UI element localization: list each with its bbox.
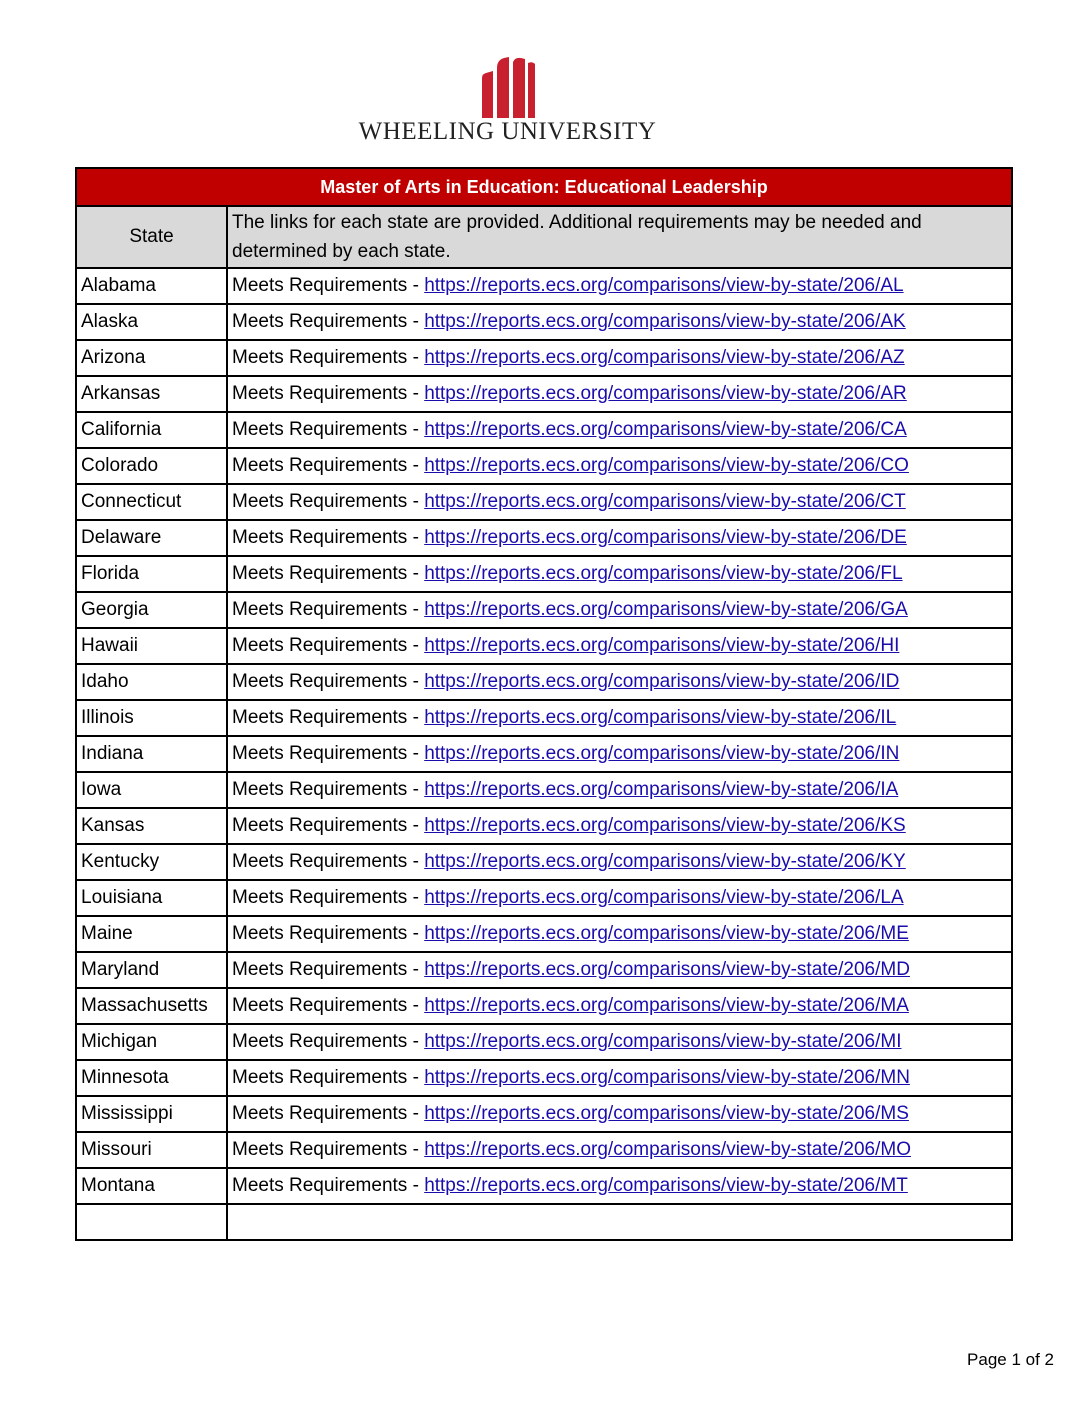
table-row	[76, 952, 1012, 988]
state-link[interactable]: https://reports.ecs.org/comparisons/view-by-state/206/MA	[424, 995, 909, 1016]
state-name: Louisiana	[76, 880, 227, 916]
requirement-status: Meets Requirements -	[232, 275, 425, 296]
requirement-status: Meets Requirements -	[232, 563, 425, 584]
university-logo	[0, 52, 1088, 152]
state-name: Arizona	[76, 340, 227, 376]
table-row	[76, 988, 1012, 1024]
requirement-status: Meets Requirements -	[232, 1139, 425, 1160]
table-row	[76, 916, 1012, 952]
university-name: WHEELING UNIVERSITY	[358, 118, 657, 145]
requirement-status: Meets Requirements -	[232, 311, 425, 332]
table-row	[76, 520, 1012, 556]
requirement-status: Meets Requirements -	[232, 635, 425, 656]
state-link[interactable]: https://reports.ecs.org/comparisons/view-by-state/206/MS	[424, 1103, 909, 1124]
state-link[interactable]: https://reports.ecs.org/comparisons/view-by-state/206/AL	[424, 275, 904, 296]
table-row	[76, 1096, 1012, 1132]
requirement-status: Meets Requirements -	[232, 779, 425, 800]
requirements-table	[75, 167, 1013, 1241]
state-link[interactable]: https://reports.ecs.org/comparisons/view-by-state/206/MD	[424, 959, 910, 980]
table-row	[76, 628, 1012, 664]
state-name: Delaware	[76, 520, 227, 556]
state-name: Iowa	[76, 772, 227, 808]
requirement-status: Meets Requirements -	[232, 959, 425, 980]
requirement-cell	[227, 1096, 1012, 1132]
table-row	[76, 592, 1012, 628]
state-link[interactable]: https://reports.ecs.org/comparisons/view-by-state/206/MI	[424, 1031, 902, 1052]
requirement-cell	[227, 1024, 1012, 1060]
table-row	[76, 448, 1012, 484]
state-name: Alabama	[76, 268, 227, 304]
state-name: Kansas	[76, 808, 227, 844]
requirement-status: Meets Requirements -	[232, 491, 425, 512]
requirement-cell	[227, 268, 1012, 304]
table-row	[76, 412, 1012, 448]
state-name: Montana	[76, 1168, 227, 1204]
state-name: Idaho	[76, 664, 227, 700]
column-header-state: State	[76, 206, 227, 268]
state-name: Michigan	[76, 1024, 227, 1060]
state-link[interactable]: https://reports.ecs.org/comparisons/view-by-state/206/KY	[424, 851, 906, 872]
table-row	[76, 1132, 1012, 1168]
state-link[interactable]: https://reports.ecs.org/comparisons/view-by-state/206/IA	[424, 779, 899, 800]
table-row	[76, 1060, 1012, 1096]
requirement-status: Meets Requirements -	[232, 1103, 425, 1124]
state-link[interactable]: https://reports.ecs.org/comparisons/view-by-state/206/KS	[424, 815, 906, 836]
requirement-cell	[227, 340, 1012, 376]
requirement-status: Meets Requirements -	[232, 887, 425, 908]
table-row	[76, 700, 1012, 736]
state-name: Indiana	[76, 736, 227, 772]
requirement-cell	[227, 988, 1012, 1024]
requirement-cell	[227, 916, 1012, 952]
requirement-cell	[227, 1132, 1012, 1168]
table-row	[76, 556, 1012, 592]
requirement-status: Meets Requirements -	[232, 455, 425, 476]
requirement-status: Meets Requirements -	[232, 851, 425, 872]
state-name: California	[76, 412, 227, 448]
requirement-cell	[227, 592, 1012, 628]
table-title: Master of Arts in Education: Educational Leadership	[76, 168, 1012, 206]
state-name: Colorado	[76, 448, 227, 484]
requirement-cell	[227, 844, 1012, 880]
requirement-status: Meets Requirements -	[232, 671, 425, 692]
page-number: Page 1 of 2	[967, 1350, 1054, 1369]
state-link[interactable]: https://reports.ecs.org/comparisons/view-by-state/206/IN	[424, 743, 900, 764]
requirement-status: Meets Requirements -	[232, 707, 425, 728]
state-link[interactable]: https://reports.ecs.org/comparisons/view-by-state/206/CA	[424, 419, 907, 440]
table-row	[76, 880, 1012, 916]
table-row	[76, 376, 1012, 412]
requirement-status: Meets Requirements -	[232, 1175, 425, 1196]
requirement-cell	[227, 520, 1012, 556]
requirement-status: Meets Requirements -	[232, 1067, 425, 1088]
state-name: Hawaii	[76, 628, 227, 664]
requirement-cell	[227, 772, 1012, 808]
requirement-status: Meets Requirements -	[232, 923, 425, 944]
table-row	[76, 1024, 1012, 1060]
state-link[interactable]: https://reports.ecs.org/comparisons/view-by-state/206/FL	[424, 563, 903, 584]
requirement-cell	[227, 628, 1012, 664]
state-name: Florida	[76, 556, 227, 592]
logo-mark-icon	[478, 56, 538, 118]
table-row	[76, 1168, 1012, 1204]
state-link[interactable]: https://reports.ecs.org/comparisons/view-by-state/206/GA	[424, 599, 908, 620]
state-name: Arkansas	[76, 376, 227, 412]
empty-cell	[76, 1204, 227, 1240]
state-name: Massachusetts	[76, 988, 227, 1024]
requirement-cell	[227, 412, 1012, 448]
requirement-cell	[227, 880, 1012, 916]
requirement-cell	[227, 376, 1012, 412]
table-row	[76, 664, 1012, 700]
requirement-cell	[227, 808, 1012, 844]
requirement-status: Meets Requirements -	[232, 815, 425, 836]
requirement-status: Meets Requirements -	[232, 383, 425, 404]
requirement-cell	[227, 448, 1012, 484]
state-name: Mississippi	[76, 1096, 227, 1132]
table-row	[76, 268, 1012, 304]
table-row	[76, 484, 1012, 520]
table-row	[76, 340, 1012, 376]
state-name: Maine	[76, 916, 227, 952]
table-body	[76, 268, 1012, 1240]
table-row	[76, 844, 1012, 880]
requirement-cell	[227, 952, 1012, 988]
table-row-empty	[76, 1204, 1012, 1240]
state-name: Georgia	[76, 592, 227, 628]
state-link[interactable]: https://reports.ecs.org/comparisons/view-by-state/206/ID	[424, 671, 900, 692]
requirement-cell	[227, 304, 1012, 340]
requirement-status: Meets Requirements -	[232, 743, 425, 764]
state-link[interactable]: https://reports.ecs.org/comparisons/view-by-state/206/ME	[424, 923, 909, 944]
requirement-cell	[227, 1168, 1012, 1204]
table-row	[76, 736, 1012, 772]
requirement-cell	[227, 484, 1012, 520]
state-name: Kentucky	[76, 844, 227, 880]
requirement-status: Meets Requirements -	[232, 995, 425, 1016]
state-link[interactable]: https://reports.ecs.org/comparisons/view-by-state/206/DE	[424, 527, 907, 548]
requirement-status: Meets Requirements -	[232, 527, 425, 548]
state-link[interactable]: https://reports.ecs.org/comparisons/view-by-state/206/AZ	[424, 347, 905, 368]
state-name: Illinois	[76, 700, 227, 736]
state-link[interactable]: https://reports.ecs.org/comparisons/view-by-state/206/MN	[424, 1067, 910, 1088]
state-name: Maryland	[76, 952, 227, 988]
requirement-status: Meets Requirements -	[232, 419, 425, 440]
state-name: Alaska	[76, 304, 227, 340]
state-link[interactable]: https://reports.ecs.org/comparisons/view-by-state/206/CO	[424, 455, 909, 476]
state-link[interactable]: https://reports.ecs.org/comparisons/view-by-state/206/HI	[424, 635, 900, 656]
state-link[interactable]: https://reports.ecs.org/comparisons/view-by-state/206/AR	[424, 383, 907, 404]
state-name: Minnesota	[76, 1060, 227, 1096]
column-header-description: The links for each state are provided. Additional requirements may be needed and determined by each state.	[227, 206, 1012, 268]
requirement-cell	[227, 664, 1012, 700]
requirement-cell	[227, 1060, 1012, 1096]
requirement-cell	[227, 736, 1012, 772]
state-link[interactable]: https://reports.ecs.org/comparisons/view-by-state/206/CT	[424, 491, 906, 512]
empty-cell	[227, 1204, 1012, 1240]
requirement-cell	[227, 700, 1012, 736]
state-name: Missouri	[76, 1132, 227, 1168]
state-link[interactable]: https://reports.ecs.org/comparisons/view-by-state/206/LA	[424, 887, 904, 908]
table-row	[76, 808, 1012, 844]
state-link[interactable]: https://reports.ecs.org/comparisons/view-by-state/206/AK	[424, 311, 906, 332]
requirement-cell	[227, 556, 1012, 592]
requirement-status: Meets Requirements -	[232, 347, 425, 368]
state-link[interactable]: https://reports.ecs.org/comparisons/view-by-state/206/IL	[424, 707, 897, 728]
table-row	[76, 304, 1012, 340]
state-link[interactable]: https://reports.ecs.org/comparisons/view-by-state/206/MO	[424, 1139, 911, 1160]
requirement-status: Meets Requirements -	[232, 1031, 425, 1052]
requirement-status: Meets Requirements -	[232, 599, 425, 620]
table-row	[76, 772, 1012, 808]
state-link[interactable]: https://reports.ecs.org/comparisons/view-by-state/206/MT	[424, 1175, 908, 1196]
state-name: Connecticut	[76, 484, 227, 520]
